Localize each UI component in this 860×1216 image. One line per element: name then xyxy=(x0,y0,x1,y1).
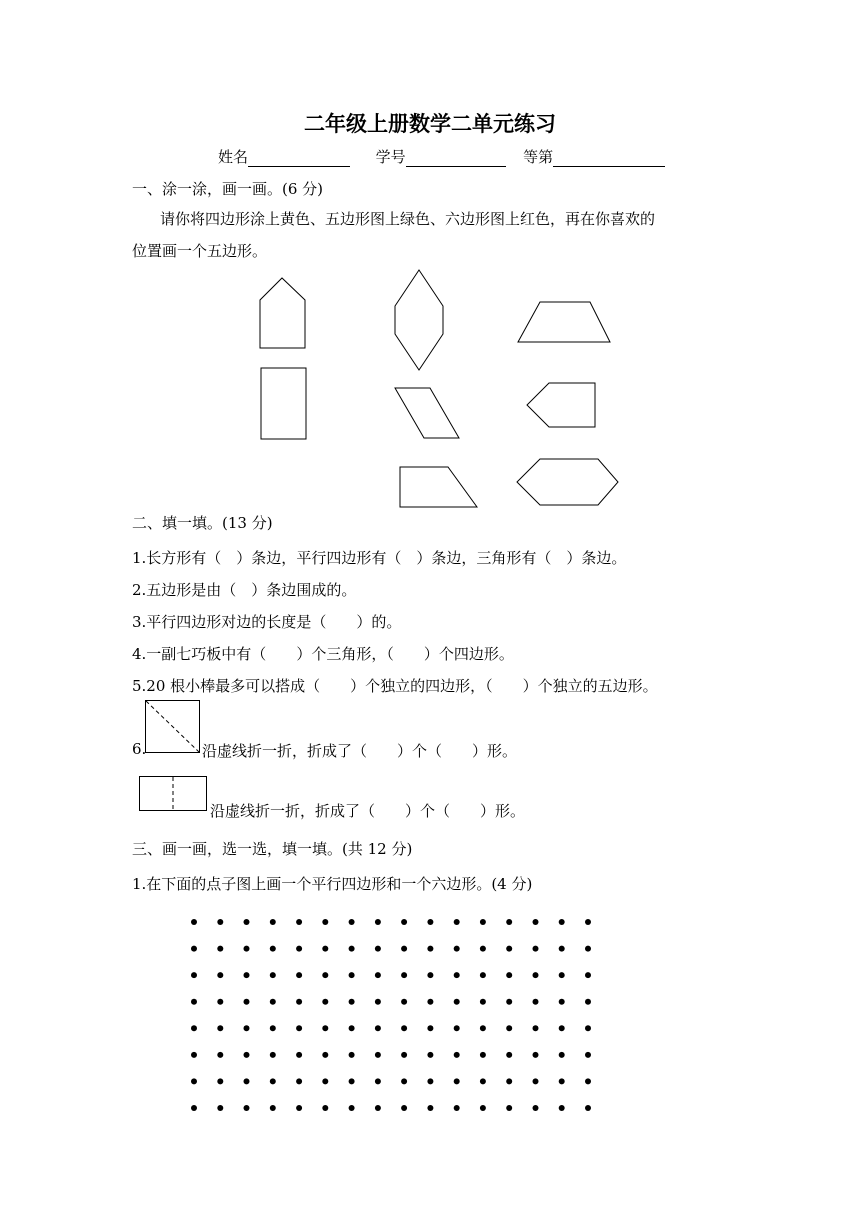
grid-dot[interactable] xyxy=(349,1078,355,1084)
section2-heading: 二、填一填。(13 分) xyxy=(132,514,273,532)
grid-dot[interactable] xyxy=(401,1025,407,1031)
grid-dot[interactable] xyxy=(506,919,512,925)
grid-dot[interactable] xyxy=(480,1078,486,1084)
grid-dot[interactable] xyxy=(585,919,591,925)
grid-dot[interactable] xyxy=(217,946,223,952)
grid-dot[interactable] xyxy=(296,1052,302,1058)
grid-dot[interactable] xyxy=(349,972,355,978)
grid-dot[interactable] xyxy=(270,1105,276,1111)
section1-instruction-1: 请你将四边形涂上黄色、五边形图上绿色、六边形图上红色，再在你喜欢的 xyxy=(160,210,656,228)
grid-dot[interactable] xyxy=(375,972,381,978)
grid-dot[interactable] xyxy=(506,1052,512,1058)
grid-dot[interactable] xyxy=(585,999,591,1005)
grid-dot[interactable] xyxy=(480,1105,486,1111)
grid-dot[interactable] xyxy=(427,1025,433,1031)
grid-dot[interactable] xyxy=(401,919,407,925)
grid-dot[interactable] xyxy=(454,1052,460,1058)
grid-dot[interactable] xyxy=(559,946,565,952)
question-3-1: 1.在下面的点子图上画一个平行四边形和一个六边形。(4 分) xyxy=(132,875,533,893)
grid-dot[interactable] xyxy=(533,1052,539,1058)
grid-dot[interactable] xyxy=(375,946,381,952)
section1-heading: 一、涂一涂，画一画。(6 分) xyxy=(132,180,324,198)
grid-dot[interactable] xyxy=(191,1025,197,1031)
grid-dot[interactable] xyxy=(585,1078,591,1084)
grid-dot[interactable] xyxy=(427,1078,433,1084)
question-2-2: 2.五边形是由（ ）条边围成的。 xyxy=(132,581,357,599)
grid-dot[interactable] xyxy=(585,1052,591,1058)
grid-dot[interactable] xyxy=(585,1105,591,1111)
grid-dot[interactable] xyxy=(217,919,223,925)
grid-dot[interactable] xyxy=(322,999,328,1005)
grid-dot[interactable] xyxy=(480,919,486,925)
grid-dot[interactable] xyxy=(244,999,250,1005)
grid-dot[interactable] xyxy=(322,919,328,925)
grid-dot[interactable] xyxy=(244,1105,250,1111)
page-title: 二年级上册数学二单元练习 xyxy=(304,111,556,136)
grid-dot[interactable] xyxy=(454,919,460,925)
grid-dot[interactable] xyxy=(217,999,223,1005)
grid-dot[interactable] xyxy=(480,946,486,952)
grid-dot[interactable] xyxy=(244,946,250,952)
grid-dot[interactable] xyxy=(191,1078,197,1084)
grid-dot[interactable] xyxy=(191,919,197,925)
grid-dot[interactable] xyxy=(401,1078,407,1084)
grid-dot[interactable] xyxy=(480,972,486,978)
grid-dot[interactable] xyxy=(375,1105,381,1111)
grid-dot[interactable] xyxy=(349,919,355,925)
grid-dot[interactable] xyxy=(375,1052,381,1058)
grid-dot[interactable] xyxy=(244,1025,250,1031)
grid-dot[interactable] xyxy=(322,1078,328,1084)
grid-dot[interactable] xyxy=(533,1105,539,1111)
grid-dot[interactable] xyxy=(217,1052,223,1058)
grid-dot[interactable] xyxy=(270,972,276,978)
grid-dot[interactable] xyxy=(270,1078,276,1084)
grid-dot[interactable] xyxy=(480,999,486,1005)
grid-dot[interactable] xyxy=(506,1105,512,1111)
grid-dot[interactable] xyxy=(401,946,407,952)
grid-dot[interactable] xyxy=(506,1025,512,1031)
grid-dot[interactable] xyxy=(296,1105,302,1111)
grid-dot[interactable] xyxy=(191,1105,197,1111)
grid-dot[interactable] xyxy=(454,1078,460,1084)
grid-dot[interactable] xyxy=(270,1052,276,1058)
grid-dot[interactable] xyxy=(506,972,512,978)
grid-dot[interactable] xyxy=(349,1105,355,1111)
grid-dot[interactable] xyxy=(559,1025,565,1031)
grid-dot[interactable] xyxy=(244,1078,250,1084)
grid-dot[interactable] xyxy=(585,946,591,952)
grid-dot[interactable] xyxy=(585,1025,591,1031)
grid-dot[interactable] xyxy=(244,1052,250,1058)
grid-dot[interactable] xyxy=(191,972,197,978)
grid-dot[interactable] xyxy=(270,946,276,952)
grid-dot[interactable] xyxy=(296,972,302,978)
grade-label: 等第 xyxy=(523,148,554,166)
id-label: 学号 xyxy=(375,148,406,166)
grid-dot[interactable] xyxy=(217,1078,223,1084)
grid-dot[interactable] xyxy=(401,1052,407,1058)
grid-dot[interactable] xyxy=(217,1025,223,1031)
grid-dot[interactable] xyxy=(296,946,302,952)
grid-dot[interactable] xyxy=(322,1052,328,1058)
grid-dot[interactable] xyxy=(585,972,591,978)
grid-dot[interactable] xyxy=(533,946,539,952)
question-2-6a: 沿虚线折一折，折成了（ ）个（ ）形。 xyxy=(202,742,518,760)
grid-dot[interactable] xyxy=(401,972,407,978)
grid-dot[interactable] xyxy=(191,1052,197,1058)
grid-dot[interactable] xyxy=(454,1105,460,1111)
grid-dot[interactable] xyxy=(375,1025,381,1031)
grid-dot[interactable] xyxy=(401,999,407,1005)
grid-dot[interactable] xyxy=(559,1078,565,1084)
grid-dot[interactable] xyxy=(296,1025,302,1031)
grid-dot[interactable] xyxy=(349,1025,355,1031)
question-2-4: 4.一副七巧板中有（ ）个三角形，（ ）个四边形。 xyxy=(132,645,514,663)
question-2-1: 1.长方形有（ ）条边，平行四边形有（ ）条边，三角形有（ ）条边。 xyxy=(132,549,627,567)
grid-dot[interactable] xyxy=(244,972,250,978)
grid-dot[interactable] xyxy=(559,972,565,978)
grid-dot[interactable] xyxy=(296,919,302,925)
grid-dot[interactable] xyxy=(349,946,355,952)
grid-dot[interactable] xyxy=(296,999,302,1005)
grid-dot[interactable] xyxy=(375,919,381,925)
grid-dot[interactable] xyxy=(454,1025,460,1031)
grid-dot[interactable] xyxy=(454,999,460,1005)
grid-dot[interactable] xyxy=(454,972,460,978)
grid-dot[interactable] xyxy=(244,919,250,925)
grid-dot[interactable] xyxy=(270,919,276,925)
grid-dot[interactable] xyxy=(349,999,355,1005)
grid-dot[interactable] xyxy=(533,999,539,1005)
grid-dot[interactable] xyxy=(322,946,328,952)
question-2-5: 5.20 根小棒最多可以搭成（ ）个独立的四边形，（ ）个独立的五边形。 xyxy=(132,677,658,695)
grid-dot[interactable] xyxy=(427,972,433,978)
grid-dot[interactable] xyxy=(270,999,276,1005)
grid-dot[interactable] xyxy=(322,1025,328,1031)
question-2-6-number: 6. xyxy=(132,740,147,758)
grid-dot[interactable] xyxy=(506,999,512,1005)
grid-dot[interactable] xyxy=(533,1078,539,1084)
question-2-6b: 沿虚线折一折，折成了（ ）个（ ）形。 xyxy=(210,802,526,820)
grid-dot[interactable] xyxy=(533,1025,539,1031)
grid-dot[interactable] xyxy=(191,946,197,952)
grid-dot[interactable] xyxy=(296,1078,302,1084)
grid-dot[interactable] xyxy=(480,1052,486,1058)
question-2-3: 3.平行四边形对边的长度是（ ）的。 xyxy=(132,613,402,631)
section3-heading: 三、画一画，选一选，填一填。(共 12 分) xyxy=(132,840,413,858)
grid-dot[interactable] xyxy=(375,1078,381,1084)
grid-dot[interactable] xyxy=(322,1105,328,1111)
grid-dot[interactable] xyxy=(401,1105,407,1111)
grid-dot[interactable] xyxy=(427,1105,433,1111)
grid-dot[interactable] xyxy=(427,946,433,952)
grid-dot[interactable] xyxy=(427,999,433,1005)
grid-dot[interactable] xyxy=(533,972,539,978)
grid-dot[interactable] xyxy=(191,999,197,1005)
grid-dot[interactable] xyxy=(427,1052,433,1058)
grid-dot[interactable] xyxy=(217,1105,223,1111)
grid-dot[interactable] xyxy=(559,999,565,1005)
grid-dot[interactable] xyxy=(270,1025,276,1031)
grid-dot[interactable] xyxy=(533,919,539,925)
grid-dot[interactable] xyxy=(506,946,512,952)
grid-dot[interactable] xyxy=(349,1052,355,1058)
grid-dot[interactable] xyxy=(480,1025,486,1031)
grid-dot[interactable] xyxy=(427,919,433,925)
grid-dot[interactable] xyxy=(454,946,460,952)
grid-dot[interactable] xyxy=(559,1052,565,1058)
section1-instruction-2: 位置画一个五边形。 xyxy=(132,242,268,260)
grid-dot[interactable] xyxy=(322,972,328,978)
name-label: 姓名 xyxy=(218,148,249,166)
grid-dot[interactable] xyxy=(217,972,223,978)
grid-dot[interactable] xyxy=(559,919,565,925)
grid-dot[interactable] xyxy=(375,999,381,1005)
grid-dot[interactable] xyxy=(506,1078,512,1084)
grid-dot[interactable] xyxy=(559,1105,565,1111)
